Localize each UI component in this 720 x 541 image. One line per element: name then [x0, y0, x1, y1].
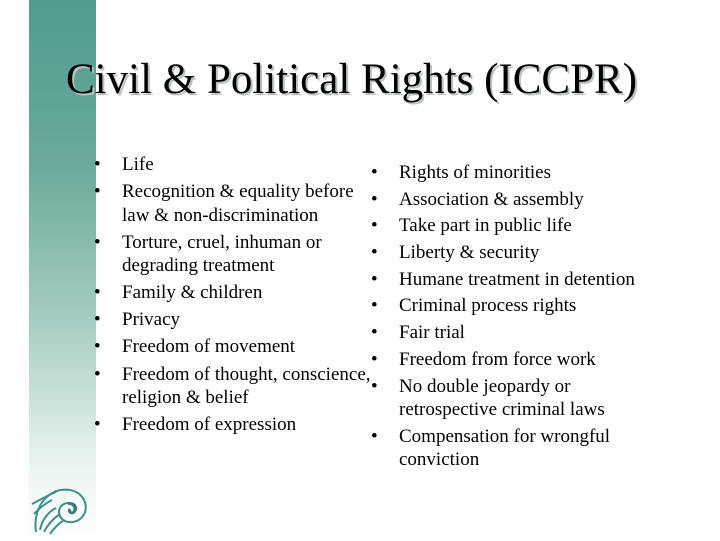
slide-title: Civil & Political Rights (ICCPR)	[66, 56, 638, 103]
nautilus-shell-icon	[30, 474, 94, 536]
list-item: • Freedom of movement	[94, 335, 374, 359]
list-item: • Criminal process rights	[371, 294, 671, 318]
list-item: • Humane treatment in detention	[371, 268, 671, 292]
list-item: • Freedom of thought, conscience, religion & belief	[94, 363, 374, 410]
list-item: • Privacy	[94, 308, 374, 332]
list-item: • No double jeopardy or retrospective criminal laws	[371, 375, 671, 422]
left-bullet-list	[94, 153, 374, 440]
list-item: • Fair trial	[371, 321, 671, 345]
list-item: • Freedom of expression	[94, 413, 374, 437]
list-item: • Compensation for wrongful conviction	[371, 425, 671, 472]
list-item: • Association & assembly	[371, 188, 671, 212]
list-item: • Torture, cruel, inhuman or degrading treatment	[94, 231, 374, 278]
list-item: • Rights of minorities	[371, 161, 671, 185]
list-item: • Liberty & security	[371, 241, 671, 265]
list-item: • Recognition & equality before law & non-discrimination	[94, 180, 374, 227]
right-bullet-list	[371, 161, 671, 475]
list-item: • Take part in public life	[371, 214, 671, 238]
list-item: • Freedom from force work	[371, 348, 671, 372]
list-item: • Life	[94, 153, 374, 177]
list-item: • Family & children	[94, 281, 374, 305]
